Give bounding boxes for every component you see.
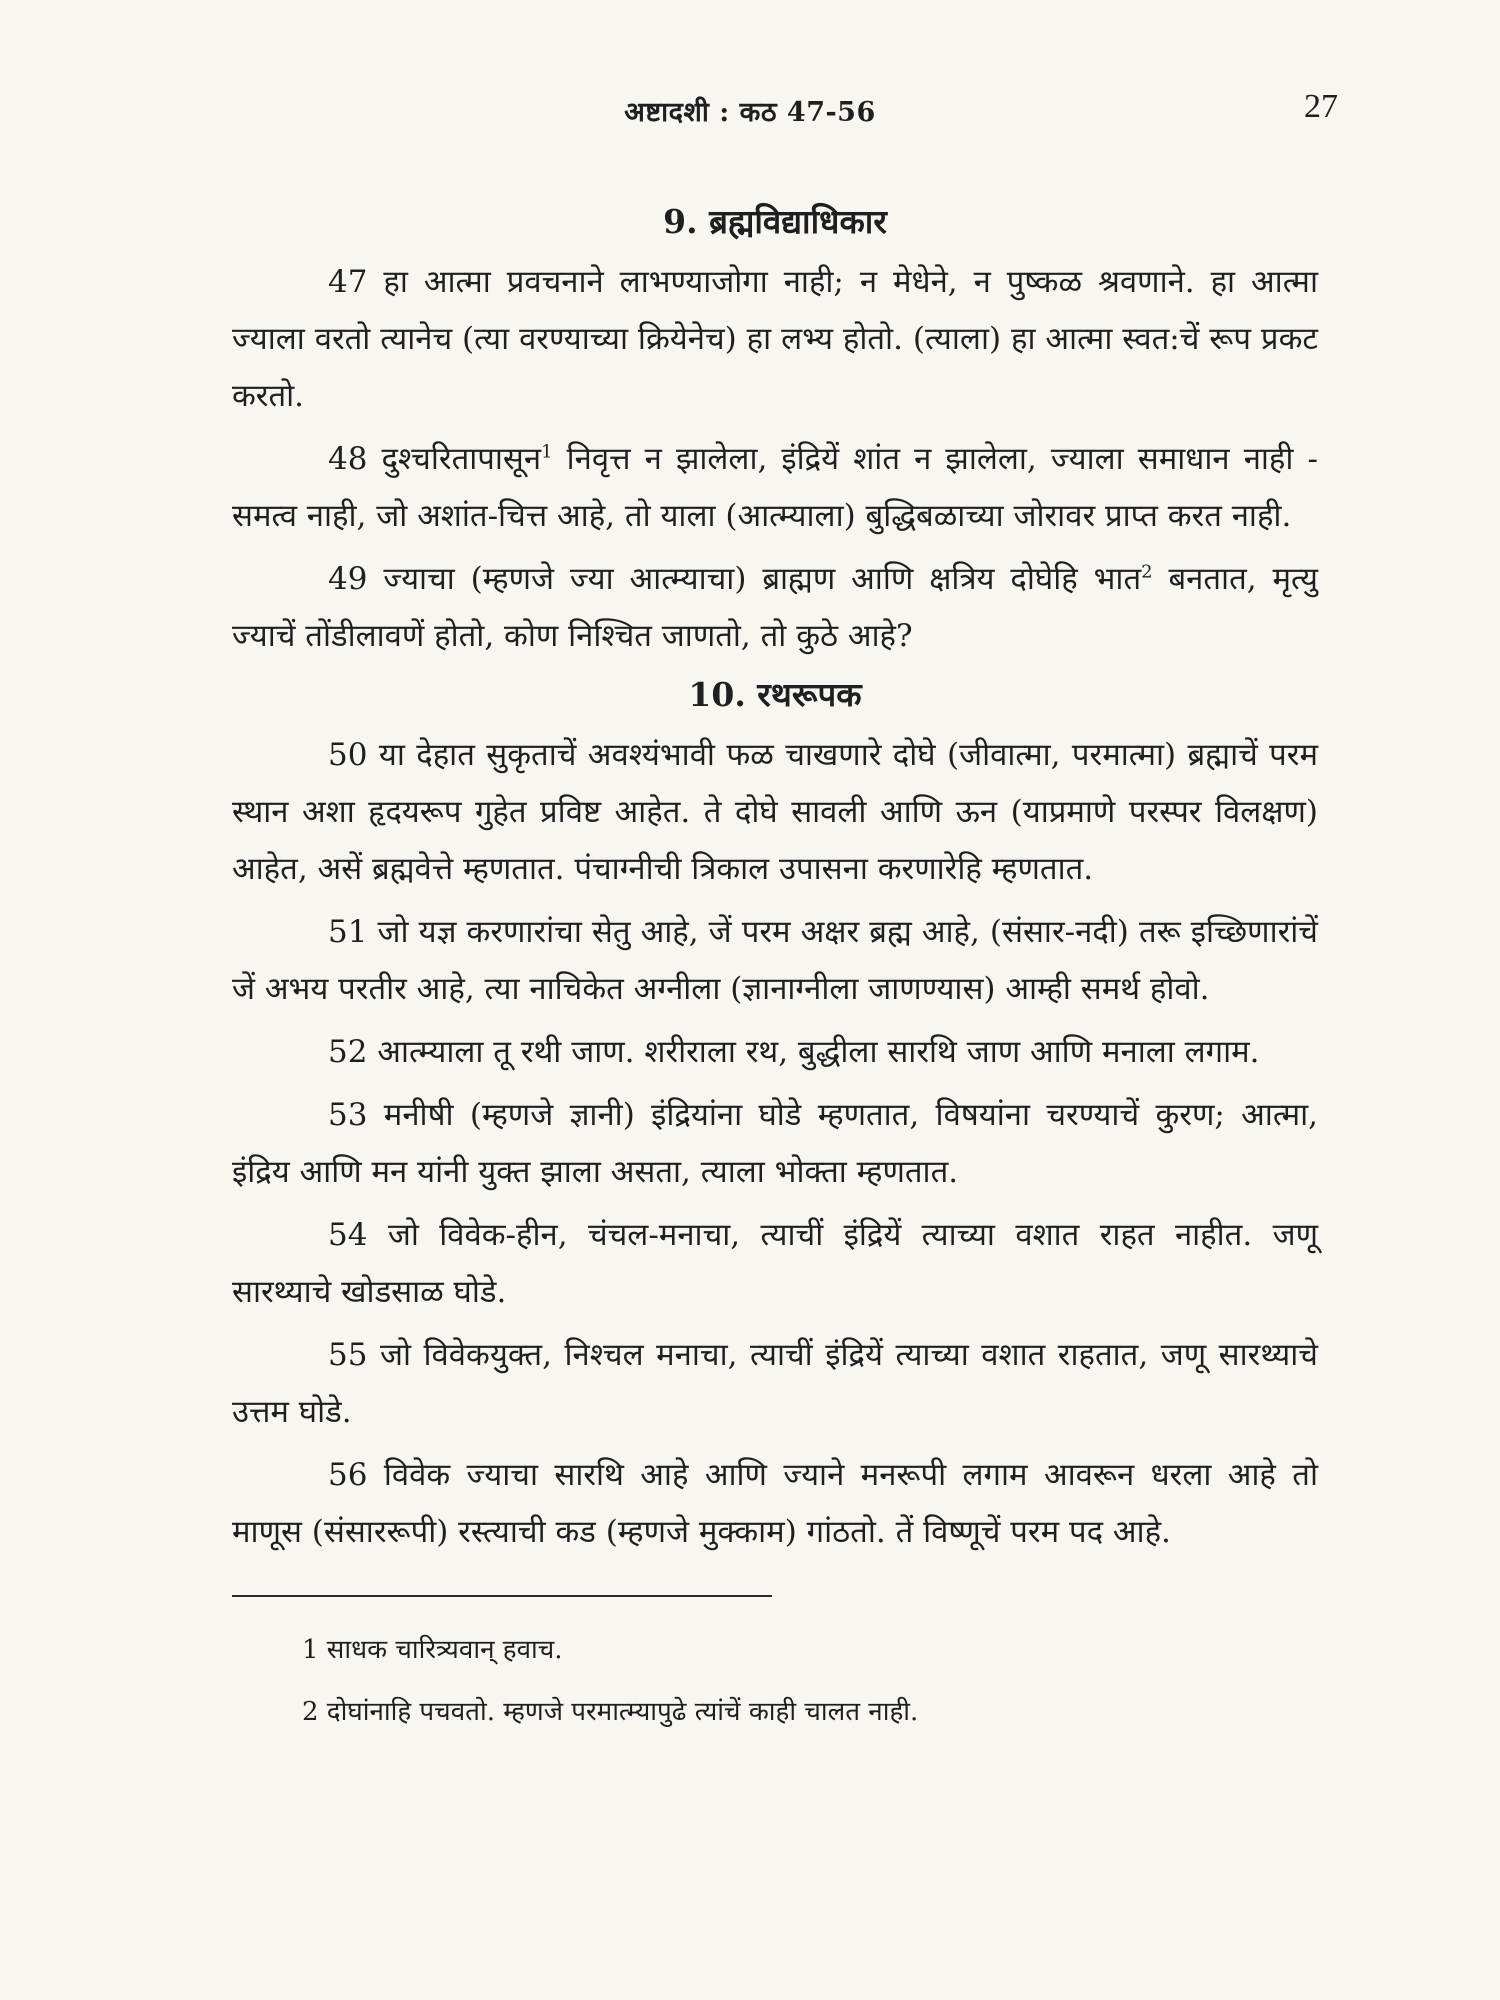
verse-51: 51 जो यज्ञ करणारांचा सेतु आहे, जें परम अक्षर ब्रह्म आहे, (संसार-नदी) तरू इच्छिणारांचें जें अभय परतीर आहे, त्या नाचिकेत अग्नीला (ज्ञानाग्नीला जाणण्यास) आम्ही समर्थ होवो.: [232, 914, 1318, 1007]
footnote-marker-2[interactable]: 2: [1141, 561, 1153, 583]
verse-48: [232, 431, 1318, 545]
verse-49: [232, 551, 1318, 665]
verse-52: 52 आत्म्याला तू रथी जाण. शरीराला रथ, बुद्धीला सारथि जाण आणि मनाला लगाम.: [328, 1034, 1260, 1070]
page-content: [232, 192, 1318, 1743]
verse-50: 50 या देहात सुकृताचें अवश्यंभावी फळ चाखणारे दोघे (जीवात्मा, परमात्मा) ब्रह्माचें परम स्थान अशा हृदयरूप गुहेत प्रविष्ट आहेत. ते दोघे सावली आणि ऊन (याप्रमाणे परस्पर विलक्षण) आहेत, असें ब्रह्मवेत्ते म्हणतात. पंचाग्नीची त्रिकाल उपासना करणारेहि म्हणतात.: [232, 737, 1318, 887]
section-heading-10: 10. रथरूपक: [688, 675, 862, 714]
verse-49-start: 49 ज्याचा (म्हणजे ज्या आत्म्याचा) ब्राह्मण आणि क्षत्रिय दोघेहि भात: [328, 561, 1142, 597]
footnote-divider: [232, 1595, 772, 1597]
section-heading-9: 9. ब्रह्मविद्याधिकार: [663, 202, 887, 241]
verse-47: 47 हा आत्मा प्रवचनाने लाभण्याजोगा नाही; न मेधेने, न पुष्कळ श्रवणाने. हा आत्मा ज्याला वरतो त्यानेच (त्या वरण्याच्या क्रियेनेच) हा लभ्य होतो. (त्याला) हा आत्मा स्वत:चें रूप प्रकट करतो.: [232, 264, 1318, 414]
verse-48-rest: निवृत्त न झालेला, इंद्रियें शांत न झालेला, ज्याला समाधान नाही - समत्व नाही, जो अशांत-चित्त आहे, तो याला (आत्म्याला) बुद्धिबळाच्या जोरावर प्राप्त करत नाही.: [232, 441, 1319, 534]
verse-53: 53 मनीषी (म्हणजे ज्ञानी) इंद्रियांना घोडे म्हणतात, विषयांना चरण्याचें कुरण; आत्मा, इंद्रिय आणि मन यांनी युक्त झाला असता, त्याला भोक्ता म्हणतात.: [232, 1097, 1318, 1190]
verse-54: 54 जो विवेक-हीन, चंचल-मनाचा, त्याचीं इंद्रियें त्याच्या वशात राहत नाहीत. जणू सारथ्याचे खोडसाळ घोडे.: [232, 1217, 1318, 1310]
footnote-marker-1[interactable]: 1: [541, 441, 553, 463]
verse-56: 56 विवेक ज्याचा सारथि आहे आणि ज्याने मनरूपी लगाम आवरून धरला आहे तो माणूस (संसाररूपी) रस्त्याची कड (म्हणजे मुक्काम) गांठतो. तें विष्णूचें परम पद आहे.: [232, 1457, 1318, 1550]
running-title: अष्टादशी : कठ 47-56: [624, 97, 876, 128]
verse-49-rest: बनतात, मृत्यु ज्याचें तोंडीलावणें होतो, कोण निश्चित जाणतो, तो कुठे आहे?: [232, 561, 1318, 654]
verse-48-start: 48 दुश्चरितापासून: [328, 441, 542, 477]
footnote-1: 1 साधक चारित्र्यवान् हवाच.: [302, 1635, 563, 1665]
verse-55: 55 जो विवेकयुक्त, निश्चल मनाचा, त्याचीं इंद्रियें त्याच्या वशात राहतात, जणू सारथ्याचे उत्तम घोडे.: [232, 1337, 1318, 1430]
footnote-2: 2 दोघांनाहि पचवतो. म्हणजे परमात्म्यापुढे त्यांचें काही चालत नाही.: [302, 1697, 919, 1727]
page-number: 27: [1304, 88, 1338, 125]
